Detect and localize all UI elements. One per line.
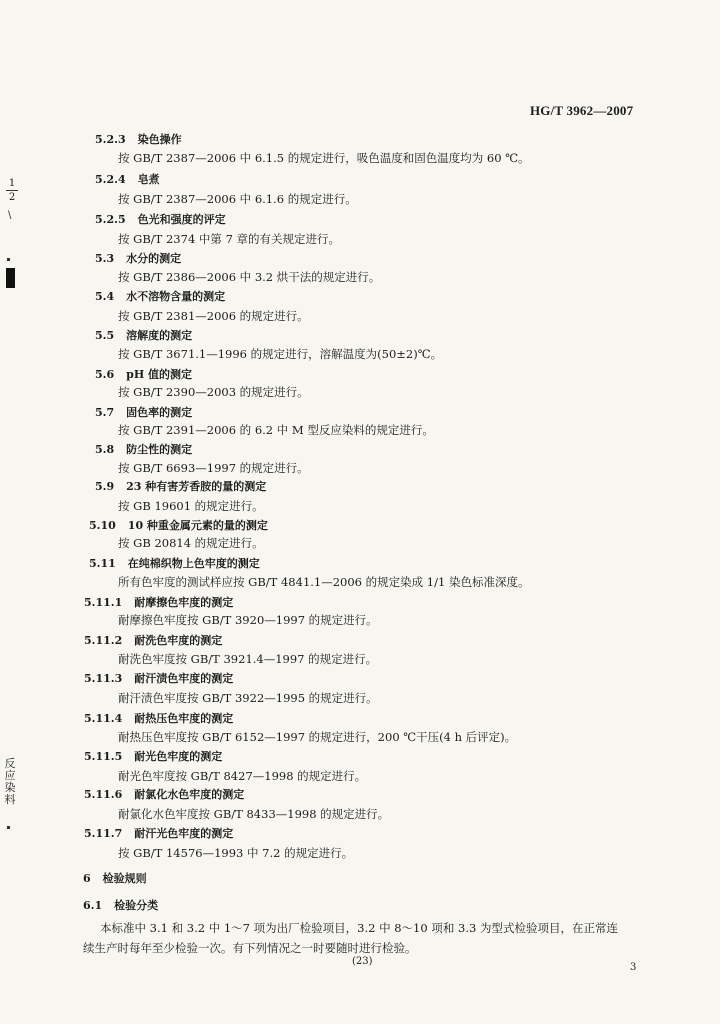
- section-heading: [84, 786, 244, 802]
- section-number: 5.7: [95, 406, 115, 419]
- section-number: 5.8: [95, 443, 115, 456]
- section-title: 溶解度的测定: [126, 329, 193, 342]
- section-number: 5.11.5: [84, 750, 123, 763]
- section-heading: [84, 710, 233, 726]
- section-number: 6: [83, 872, 91, 885]
- page-number: 3: [630, 962, 637, 973]
- section-number: 5.11.6: [84, 788, 123, 801]
- body-text-line: 按 GB/T 14576—1993 中 7.2 的规定进行。: [118, 846, 354, 860]
- section-number: 5.11.2: [84, 634, 123, 647]
- section-title: 耐热压色牢度的测定: [134, 712, 234, 725]
- section-heading: [83, 897, 158, 913]
- section-heading: [95, 171, 160, 187]
- margin-dot-2: [7, 826, 10, 829]
- margin-dot: [7, 258, 10, 261]
- section-heading: [89, 555, 260, 571]
- section-heading: [95, 366, 192, 382]
- body-text-line: 按 GB/T 2387—2006 中 6.1.5 的规定进行，吸色温度和固色温度均为 60 ℃。: [118, 151, 530, 165]
- section-title: 10 种重金属元素的量的测定: [127, 519, 268, 532]
- section-title: 固色率的测定: [126, 406, 193, 419]
- section-title: 耐光色牢度的测定: [134, 750, 223, 763]
- body-text-line: 按 GB/T 2390—2003 的规定进行。: [118, 385, 309, 399]
- inner-page-number: (23): [352, 956, 373, 967]
- margin-black-block: [6, 268, 15, 288]
- body-text-line: 按 GB 19601 的规定进行。: [118, 499, 264, 513]
- section-heading: [84, 825, 233, 841]
- section-number: 5.6: [95, 368, 115, 381]
- section-title: 耐洗色牢度的测定: [134, 634, 223, 647]
- body-text-line: 按 GB/T 2381—2006 的规定进行。: [118, 309, 309, 323]
- section-heading: [95, 478, 266, 494]
- section-heading: [84, 594, 233, 610]
- body-text-line: 耐汗渍色牢度按 GB/T 3922—1995 的规定进行。: [118, 691, 378, 705]
- section-title: 耐氯化水色牢度的测定: [134, 788, 245, 801]
- section-heading: [95, 211, 226, 227]
- section-heading: [95, 131, 182, 147]
- section-number: 5.2.3: [95, 133, 126, 146]
- section-number: 6.1: [83, 899, 103, 912]
- section-title: 耐汗光色牢度的测定: [134, 827, 234, 840]
- section-number: 5.3: [95, 252, 115, 265]
- section-heading: [83, 870, 147, 886]
- margin-fraction-mark: [6, 178, 18, 203]
- body-text-line: 按 GB/T 2374 中第 7 章的有关规定进行。: [118, 232, 341, 246]
- section-title: 耐摩擦色牢度的测定: [134, 596, 234, 609]
- body-text-line: 耐光色牢度按 GB/T 8427—1998 的规定进行。: [118, 769, 367, 783]
- body-text-line: 按 GB/T 3671.1—1996 的规定进行，溶解温度为(50±2)℃。: [118, 347, 443, 361]
- body-text-line: 续生产时每年至少检验一次。有下列情况之一时要随时进行检验。: [83, 941, 417, 955]
- section-heading: [84, 632, 222, 648]
- section-number: 5.5: [95, 329, 115, 342]
- body-text-line: 按 GB/T 2391—2006 的 6.2 中 M 型反应染料的规定进行。: [118, 423, 434, 437]
- section-title: 检验分类: [114, 899, 159, 912]
- section-title: 防尘性的测定: [126, 443, 193, 456]
- body-text-line: 所有色牢度的测试样应按 GB/T 4841.1—2006 的规定染成 1/1 染色标准深度。: [118, 575, 530, 589]
- section-heading: [89, 517, 268, 533]
- margin-fraction-bottom: 2: [8, 192, 16, 203]
- section-heading: [95, 327, 192, 343]
- body-text-line: 耐洗色牢度按 GB/T 3921.4—1997 的规定进行。: [118, 652, 378, 666]
- section-title: 染色操作: [137, 133, 182, 146]
- section-number: 5.9: [95, 480, 115, 493]
- body-text-line: 按 GB/T 2386—2006 中 3.2 烘干法的规定进行。: [118, 270, 381, 284]
- body-text-line: 本标准中 3.1 和 3.2 中 1～7 项为出厂检验项目，3.2 中 8～10 项和 3.3 为型式检验项目，在正常连: [100, 921, 618, 935]
- section-number: 5.11: [89, 557, 116, 570]
- section-title: 皂煮: [137, 173, 160, 186]
- section-title: 在纯棉织物上色牢度的测定: [127, 557, 260, 570]
- section-title: 耐汗渍色牢度的测定: [134, 672, 234, 685]
- margin-vertical-label: 反 应 染 料: [4, 757, 16, 806]
- section-heading: [95, 404, 192, 420]
- body-text-line: 按 GB/T 6693—1997 的规定进行。: [118, 461, 309, 475]
- section-number: 5.10: [89, 519, 116, 532]
- body-text-line: 耐热压色牢度按 GB/T 6152—1997 的规定进行，200 ℃干压(4 h 后评定)。: [118, 730, 517, 744]
- section-title: 水分的测定: [126, 252, 182, 265]
- margin-fraction-top: 1: [8, 178, 16, 189]
- section-number: 5.11.3: [84, 672, 123, 685]
- section-heading: [95, 288, 225, 304]
- section-number: 5.11.7: [84, 827, 123, 840]
- body-text-line: 按 GB/T 2387—2006 中 6.1.6 的规定进行。: [118, 192, 357, 206]
- section-title: pH 值的测定: [126, 368, 193, 381]
- section-title: 色光和强度的评定: [137, 213, 226, 226]
- section-heading: [84, 748, 222, 764]
- standard-code-header: HG/T 3962—2007: [530, 103, 634, 118]
- body-text-line: 耐氯化水色牢度按 GB/T 8433—1998 的规定进行。: [118, 807, 390, 821]
- section-heading: [95, 441, 192, 457]
- section-number: 5.11.1: [84, 596, 123, 609]
- section-number: 5.4: [95, 290, 115, 303]
- body-text-line: 耐摩擦色牢度按 GB/T 3920—1997 的规定进行。: [118, 613, 378, 627]
- section-number: 5.2.5: [95, 213, 126, 226]
- section-number: 5.11.4: [84, 712, 123, 725]
- margin-tick: \: [8, 210, 12, 221]
- section-number: 5.2.4: [95, 173, 126, 186]
- section-title: 检验规则: [102, 872, 147, 885]
- body-text-line: 按 GB 20814 的规定进行。: [118, 536, 264, 550]
- section-title: 23 种有害芳香胺的量的测定: [126, 480, 267, 493]
- section-title: 水不溶物含量的测定: [126, 290, 226, 303]
- section-heading: [84, 670, 233, 686]
- section-heading: [95, 250, 181, 266]
